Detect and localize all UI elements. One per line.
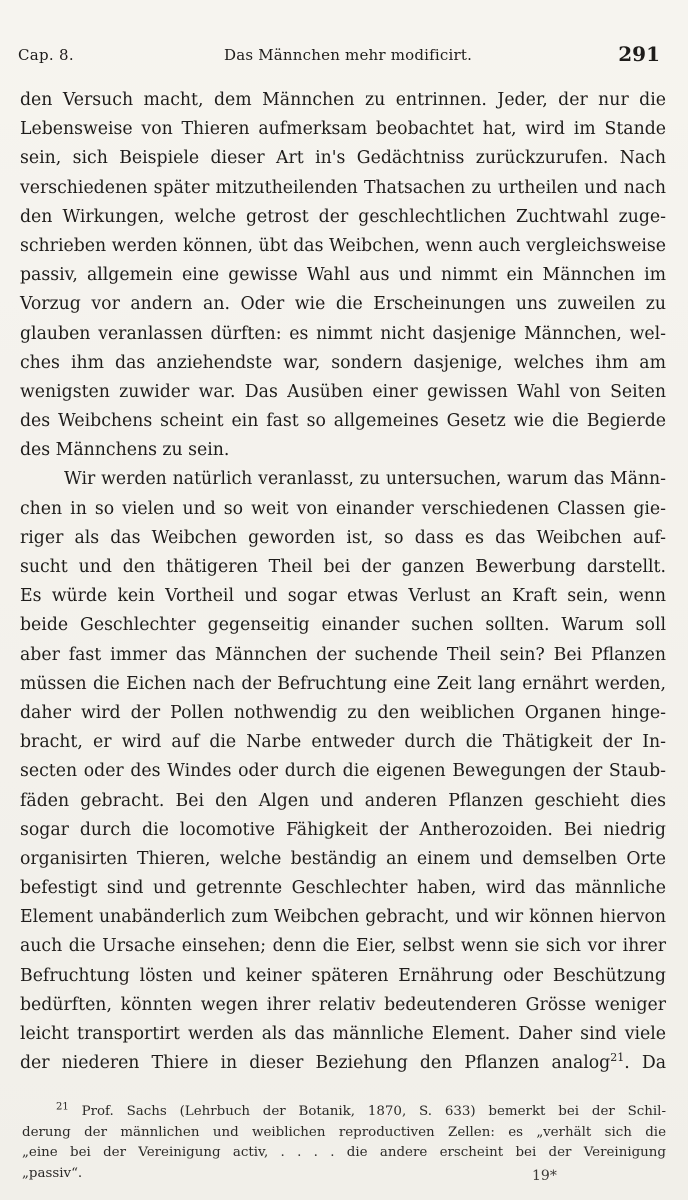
text-line: beide Geschlechter gegenseitig einander suchen sollten. Warum soll [20,615,666,636]
running-head [18,40,660,72]
text-line: Befruchtung lösten und keiner späteren Ernährung oder Beschützung [20,965,666,986]
text-line: Element unabänderlich zum Weibchen gebracht, und wir können hiervon [20,907,666,928]
text-line: sucht und den thätigeren Theil bei der ganzen Bewerbung darstellt. [20,557,666,577]
text-line: glauben veranlassen dürften: es nimmt nicht dasjenige Männchen, wel- [20,323,666,344]
text-line: wenigsten zuwider war. Das Ausüben einer gewissen Wahl von Seiten [20,381,666,402]
footnote-line: derung der männlichen und weiblichen reproductiven Zellen: es „verhält sich die [22,1124,666,1140]
footnote-block [22,1102,666,1184]
text-line: befestigt sind und getrennte Geschlechter haben, wird das männliche [20,878,666,899]
footnote-reference[interactable]: 21 [610,1051,625,1065]
text-line: verschiedenen später mitzutheilenden Thatsachen zu urtheilen und nach [20,177,666,198]
paragraph-start-line: Wir werden natürlich veranlasst, zu untersuchen, warum das Männ- [64,469,666,490]
running-title: Das Männchen mehr modificirt. [224,46,473,64]
text-line: bedürften, könnten wegen ihrer relativ bedeutenderen Grösse weniger [20,994,666,1015]
footnote-line: „eine bei der Vereinigung activ, . . . . die andere erscheint bei der Vereinigung [22,1145,666,1160]
body-text [20,86,666,1078]
text-line: sogar durch die locomotive Fähigkeit der Antherozoiden. Bei niedrig [20,819,666,840]
text-line: Vorzug vor andern an. Oder wie die Erscheinungen uns zuweilen zu [20,294,666,315]
chapter-label: Cap. 8. [18,46,74,64]
text-line: Es würde kein Vortheil und sogar etwas Verlust an Kraft sein, wenn [20,586,666,607]
text-line-with-footnote-ref [20,1049,666,1078]
text-line: des Weibchens scheint ein fast so allgemeines Gesetz wie die Begierde [20,411,666,432]
text-line: bracht, er wird auf die Narbe entweder durch die Thätigkeit der In- [20,732,666,753]
text-line: passiv, allgemein eine gewisse Wahl aus und nimmt ein Männchen im [20,265,666,286]
text-line: organisirten Thieren, welche beständig an einem und demselben Orte [20,848,666,869]
text-line: Lebensweise von Thieren aufmerksam beobachtet hat, wird im Stande [20,119,666,140]
text-line: schrieben werden können, übt das Weibchen, wenn auch vergleichsweise [20,235,666,256]
text-line-tail: . Da [624,1053,666,1074]
text-line: ches ihm das anziehendste war, sondern dasjenige, welches ihm am [20,352,666,373]
text-line-content: der niederen Thiere in dieser Beziehung den Pflanzen analog [20,1053,611,1074]
footnote-text: Prof. Sachs (Lehrbuch der Botanik, 1870, S. 633) bemerkt bei der Schil- [81,1104,666,1119]
text-line: fäden gebracht. Bei den Algen und anderen Pflanzen geschieht dies [20,790,666,811]
text-line: den Versuch macht, dem Männchen zu entrinnen. Jeder, der nur die [20,90,666,110]
footnote-line [22,1102,666,1123]
text-line: secten oder des Windes oder durch die eigenen Bewegungen der Staub- [20,761,666,782]
text-line: riger als das Weibchen geworden ist, so dass es das Weibchen auf- [20,527,666,548]
text-line: aber fast immer das Männchen der suchende Theil sein? Bei Pflanzen [20,644,666,665]
text-line: leicht transportirt werden als das männliche Element. Daher sind viele [20,1024,666,1044]
text-line: auch die Ursache einsehen; denn die Eier, selbst wenn sie sich vor ihrer [20,936,666,957]
text-line: müssen die Eichen nach der Befruchtung eine Zeit lang ernährt werden, [20,673,666,694]
text-line: den Wirkungen, welche getrost der geschlechtlichen Zuchtwahl zuge- [20,206,666,227]
text-line: sein, sich Beispiele dieser Art in's Gedächtniss zurückzurufen. Nach [20,148,666,169]
paragraph-end-line: des Männchens zu sein. [20,440,230,461]
text-line: daher wird der Pollen nothwendig zu den weiblichen Organen hinge- [20,702,666,723]
page-number: 291 [618,42,660,66]
footnote-marker: 21 [56,1101,69,1113]
signature-mark: 19* [532,1168,557,1184]
text-line: chen in so vielen und so weit von einander verschiedenen Classen gie- [20,498,666,519]
footnote-line: „passiv“. [22,1165,83,1181]
